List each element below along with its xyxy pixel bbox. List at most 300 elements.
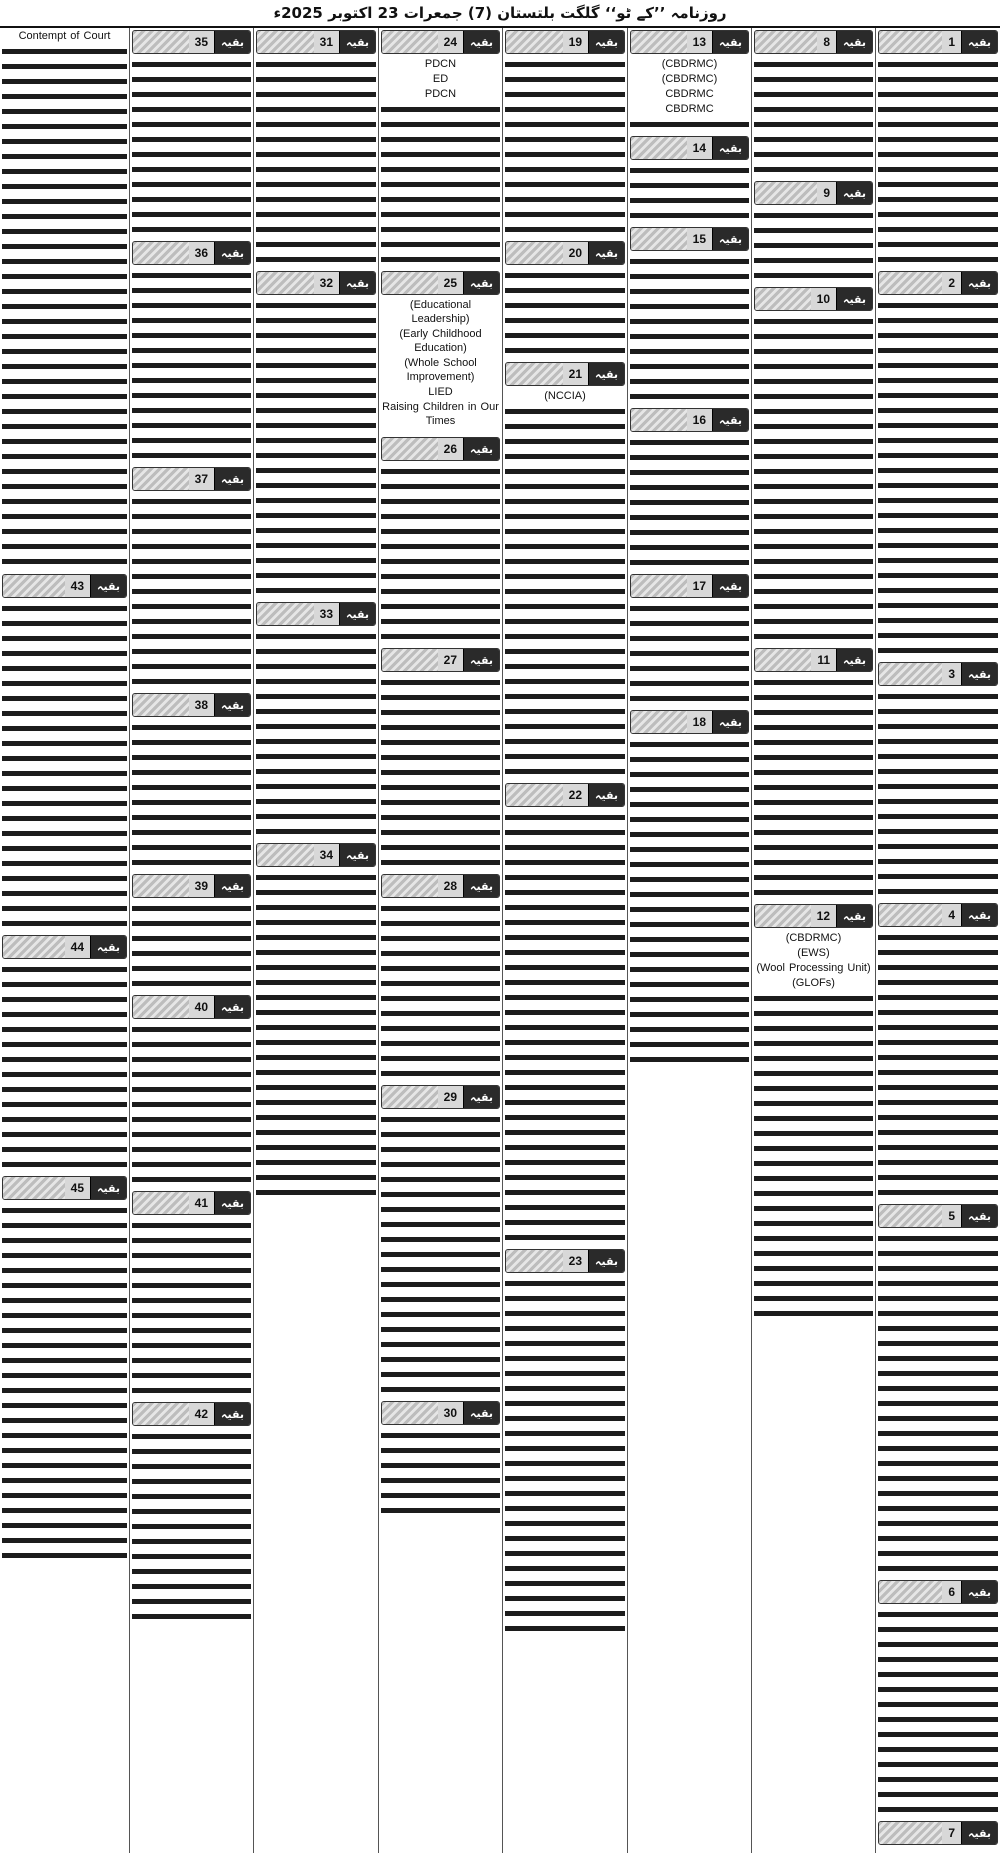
banner-ornament [755,31,817,53]
continuation-banner [630,408,749,432]
banner-ornament [879,1205,942,1227]
banner-label: بقیہ [214,1192,250,1214]
banner-label: بقیہ [90,936,126,958]
article-text [2,601,127,929]
banner-label: بقیہ [90,575,126,597]
continuation-block [505,360,625,777]
continuation-banner [2,1176,127,1200]
article-text [754,931,873,1319]
continuation-banner [754,30,873,54]
continuation-block [132,691,251,868]
banner-label: بقیہ [836,182,872,204]
latin-term: (CBDRMC) [754,931,873,945]
banner-label: بقیہ [588,1250,624,1272]
banner-ornament [133,1192,189,1214]
continuation-block [505,28,625,235]
continuation-block [630,225,749,402]
article-text [754,314,873,642]
continuation-banner [754,904,873,928]
banner-ornament [382,875,438,897]
banner-ornament [133,31,189,53]
banner-ornament [382,649,438,671]
article-text [878,1607,998,1815]
latin-term: (CBDRMC) [630,72,749,86]
latin-term: Contempt of Court [2,29,127,43]
banner-ornament [133,468,189,490]
banner-number: 19 [568,35,583,49]
continuation-banner [132,467,251,491]
continuation-banner [878,1580,998,1604]
continuation-block [132,872,251,989]
continuation-block [256,600,376,837]
banner-ornament [133,1403,189,1425]
continuation-banner [132,995,251,1019]
banner-number: 16 [692,413,707,427]
banner-ornament [382,1402,438,1424]
article-text [381,464,500,642]
banner-label: بقیہ [836,905,872,927]
continuation-banner [505,362,625,386]
banner-number: 21 [568,367,583,381]
banner-label: بقیہ [961,1205,997,1227]
banner-number: 13 [692,35,707,49]
continuation-block [381,28,500,265]
banner-label: بقیہ [712,711,748,733]
latin-term: (Early Childhood Education) [381,327,500,355]
continuation-banner [132,1402,251,1426]
latin-term: (GLOFs) [754,976,873,990]
banner-ornament [879,31,942,53]
column-divider [875,28,876,1853]
banner-ornament [755,905,811,927]
banner-number: 17 [692,579,707,593]
continuation-block [630,134,749,221]
column-divider [129,28,130,1853]
banner-label: بقیہ [214,996,250,1018]
article-text [132,1429,251,1622]
continuation-block [381,646,500,868]
article-text [132,1022,251,1185]
continuation-banner [381,437,500,461]
continuation-banner [630,710,749,734]
banner-label: بقیہ [463,649,499,671]
latin-term: CBDRMC [630,102,749,116]
continuation-block [630,28,749,130]
banner-number: 23 [568,1254,583,1268]
banner-label: بقیہ [961,31,997,53]
continuation-banner [132,1191,251,1215]
continuation-block [2,933,127,1170]
article-text [381,1112,500,1395]
banner-number: 18 [692,715,707,729]
article-text [878,57,998,265]
column-c5 [379,28,502,1853]
banner-label: بقیہ [214,242,250,264]
banner-label: بقیہ [588,363,624,385]
banner-label: بقیہ [339,31,375,53]
continuation-banner [878,903,998,927]
banner-label: بقیہ [836,649,872,671]
masthead [0,0,1000,28]
article-text [505,389,625,777]
article-text [630,57,749,130]
banner-ornament [631,137,687,159]
banner-ornament [3,936,65,958]
banner-ornament [631,575,687,597]
banner-number: 34 [319,848,334,862]
newspaper-page [0,28,1000,1853]
continuation-block [878,660,998,897]
article-text [132,1218,251,1396]
banner-number: 32 [319,276,334,290]
continuation-banner [754,181,873,205]
continuation-block [2,572,127,929]
banner-number: 12 [816,909,831,923]
banner-ornament [506,363,563,385]
banner-ornament [382,31,438,53]
column-divider [627,28,628,1853]
article-text [754,57,873,175]
continuation-block [381,435,500,642]
banner-label: بقیہ [339,603,375,625]
banner-label: بقیہ [339,844,375,866]
banner-ornament [506,1250,563,1272]
continuation-block [630,572,749,704]
banner-ornament [631,228,687,250]
continuation-banner [256,271,376,295]
banner-ornament [133,875,189,897]
continuation-block [256,841,376,1198]
continuation-banner [754,287,873,311]
banner-number: 45 [70,1181,85,1195]
continuation-block [505,781,625,1243]
article-text [630,435,749,568]
article-text [878,930,998,1198]
latin-term: (CBDRMC) [630,57,749,71]
banner-number: 31 [319,35,334,49]
article-text [505,1276,625,1634]
banner-label: بقیہ [214,1403,250,1425]
continuation-block [132,239,251,461]
banner-ornament [257,844,314,866]
continuation-block [381,872,500,1079]
banner-ornament [382,1086,438,1108]
banner-ornament [133,996,189,1018]
article-text [630,163,749,221]
continuation-block [630,406,749,568]
banner-label: بقیہ [214,31,250,53]
latin-term: (NCCIA) [505,389,625,403]
continuation-block [630,708,749,1065]
continuation-banner [505,783,625,807]
article-text [505,57,625,235]
banner-ornament [879,663,942,685]
banner-label: بقیہ [463,1086,499,1108]
banner-label: بقیہ [463,438,499,460]
banner-number: 1 [948,35,956,49]
banner-number: 25 [443,276,458,290]
banner-number: 4 [948,908,956,922]
column-c7 [130,28,253,1853]
continuation-block [381,1083,500,1395]
continuation-block [754,646,873,898]
continuation-banner [878,662,998,686]
column-divider [253,28,254,1853]
banner-ornament [879,1822,942,1844]
article-text [132,268,251,461]
continuation-banner [754,648,873,672]
column-divider [378,28,379,1853]
continuation-block [132,465,251,687]
column-c4 [503,28,627,1853]
article-text [630,737,749,1065]
article-text [132,720,251,868]
banner-ornament [879,272,942,294]
banner-number: 38 [194,698,209,712]
article-text [2,962,127,1170]
banner-ornament [382,272,438,294]
continuation-block [381,269,500,431]
banner-label: بقیہ [339,272,375,294]
banner-number: 30 [443,1406,458,1420]
column-c1 [876,28,1000,1853]
banner-number: 37 [194,472,209,486]
continuation-block [878,901,998,1198]
continuation-banner [256,602,376,626]
continuation-banner [878,271,998,295]
banner-label: بقیہ [588,31,624,53]
latin-term: (EWS) [754,946,873,960]
banner-ornament [3,575,65,597]
banner-ornament [506,784,563,806]
banner-number: 42 [194,1407,209,1421]
continuation-banner [878,1204,998,1228]
banner-label: بقیہ [712,409,748,431]
continuation-banner [381,30,500,54]
article-text [256,57,376,265]
column-divider [502,28,503,1853]
article-text [256,870,376,1198]
article-text [381,57,500,265]
article-text [256,629,376,837]
continuation-banner [505,241,625,265]
banner-number: 33 [319,607,334,621]
banner-ornament [755,649,811,671]
continuation-banner [878,30,998,54]
article-text [2,29,127,568]
article-text [381,901,500,1079]
banner-ornament [631,711,687,733]
banner-label: بقیہ [836,288,872,310]
banner-ornament [257,603,314,625]
banner-ornament [133,694,189,716]
continuation-banner [505,1249,625,1273]
article-text [132,901,251,989]
article-text [505,810,625,1243]
article-text [630,254,749,402]
continuation-block [754,179,873,281]
banner-label: بقیہ [90,1177,126,1199]
article-text [381,675,500,868]
banner-label: بقیہ [214,875,250,897]
continuation-block [2,28,127,568]
banner-number: 39 [194,879,209,893]
latin-term: Raising Children in Our Times [382,401,499,427]
continuation-block [754,285,873,642]
banner-number: 10 [816,292,831,306]
article-text [505,268,625,356]
continuation-block [132,993,251,1185]
continuation-banner [630,136,749,160]
banner-ornament [631,409,687,431]
banner-ornament [506,31,563,53]
continuation-banner [132,693,251,717]
masthead-title: روزنامہ ’’کے ٹو‘‘ گلگت بلتستان (7) جمعرات 23 اکتوبر 2025ء [273,4,727,22]
continuation-banner [2,574,127,598]
article-text [878,1231,998,1574]
continuation-banner [630,30,749,54]
article-text [132,494,251,687]
banner-label: بقیہ [961,663,997,685]
latin-term: (Whole School Improvement) [381,356,500,384]
banner-number: 43 [70,579,85,593]
banner-number: 11 [817,653,831,667]
continuation-block [505,1247,625,1634]
latin-term: (Wool Processing Unit) [754,961,873,975]
continuation-block [878,1819,998,1853]
continuation-block [381,1399,500,1516]
continuation-block [878,1578,998,1815]
banner-ornament [879,1581,942,1603]
continuation-banner [132,874,251,898]
banner-label: بقیہ [588,784,624,806]
banner-number: 35 [194,35,209,49]
banner-number: 2 [948,276,956,290]
banner-label: بقیہ [463,31,499,53]
banner-label: بقیہ [463,272,499,294]
continuation-banner [630,227,749,251]
continuation-banner [381,1401,500,1425]
column-c2 [752,28,875,1853]
article-text [878,1848,998,1853]
continuation-block [256,269,376,596]
article-text [381,1428,500,1516]
banner-number: 44 [70,940,85,954]
banner-ornament [257,272,314,294]
banner-label: بقیہ [961,904,997,926]
banner-label: بقیہ [712,31,748,53]
banner-ornament [879,904,942,926]
continuation-block [505,239,625,356]
banner-label: بقیہ [712,137,748,159]
banner-ornament [257,31,314,53]
continuation-block [754,28,873,175]
continuation-block [878,1202,998,1574]
banner-number: 40 [194,1000,209,1014]
continuation-banner [505,30,625,54]
banner-number: 15 [692,232,707,246]
continuation-block [878,269,998,656]
column-c8 [0,28,129,1853]
banner-label: بقیہ [214,468,250,490]
latin-term: CBDRMC [630,87,749,101]
continuation-block [132,28,251,235]
continuation-banner [381,648,500,672]
banner-number: 22 [568,788,583,802]
continuation-banner [256,30,376,54]
article-text [256,298,376,596]
banner-label: بقیہ [961,272,997,294]
latin-term: PDCN [381,87,500,101]
banner-label: بقیہ [712,575,748,597]
continuation-block [754,902,873,1319]
continuation-banner [132,241,251,265]
banner-number: 36 [194,246,209,260]
banner-number: 28 [443,879,458,893]
article-text [381,298,500,431]
banner-ornament [382,438,438,460]
banner-label: بقیہ [961,1581,997,1603]
column-c3 [628,28,751,1853]
banner-ornament [631,31,687,53]
banner-ornament [755,182,817,204]
continuation-banner [630,574,749,598]
banner-number: 7 [948,1826,956,1840]
banner-number: 8 [823,35,831,49]
banner-label: بقیہ [836,31,872,53]
article-text [754,675,873,898]
continuation-banner [381,1085,500,1109]
continuation-block [132,1400,251,1622]
continuation-banner [878,1821,998,1845]
banner-number: 3 [948,667,956,681]
banner-number: 14 [692,141,707,155]
continuation-banner [381,874,500,898]
banner-label: بقیہ [463,875,499,897]
latin-term: (Educational Leadership) [381,298,500,326]
banner-label: بقیہ [588,242,624,264]
continuation-block [256,28,376,265]
continuation-banner [256,843,376,867]
banner-number: 6 [948,1585,956,1599]
banner-label: بقیہ [712,228,748,250]
article-text [878,689,998,897]
banner-ornament [506,242,563,264]
article-text [132,57,251,235]
article-text [2,1203,127,1561]
banner-number: 26 [443,442,458,456]
banner-number: 24 [443,35,458,49]
banner-label: بقیہ [961,1822,997,1844]
banner-number: 41 [194,1196,209,1210]
latin-term: ED [381,72,500,86]
banner-label: بقیہ [463,1402,499,1424]
continuation-block [2,1174,127,1561]
continuation-banner [132,30,251,54]
banner-number: 20 [568,246,583,260]
article-text [878,298,998,656]
continuation-banner [381,271,500,295]
banner-ornament [3,1177,65,1199]
banner-ornament [755,288,811,310]
latin-term: PDCN [381,57,500,71]
banner-ornament [133,242,189,264]
continuation-banner [2,935,127,959]
banner-number: 5 [948,1209,956,1223]
banner-number: 29 [443,1090,458,1104]
column-c6 [254,28,378,1853]
latin-term: LIED [381,385,500,399]
